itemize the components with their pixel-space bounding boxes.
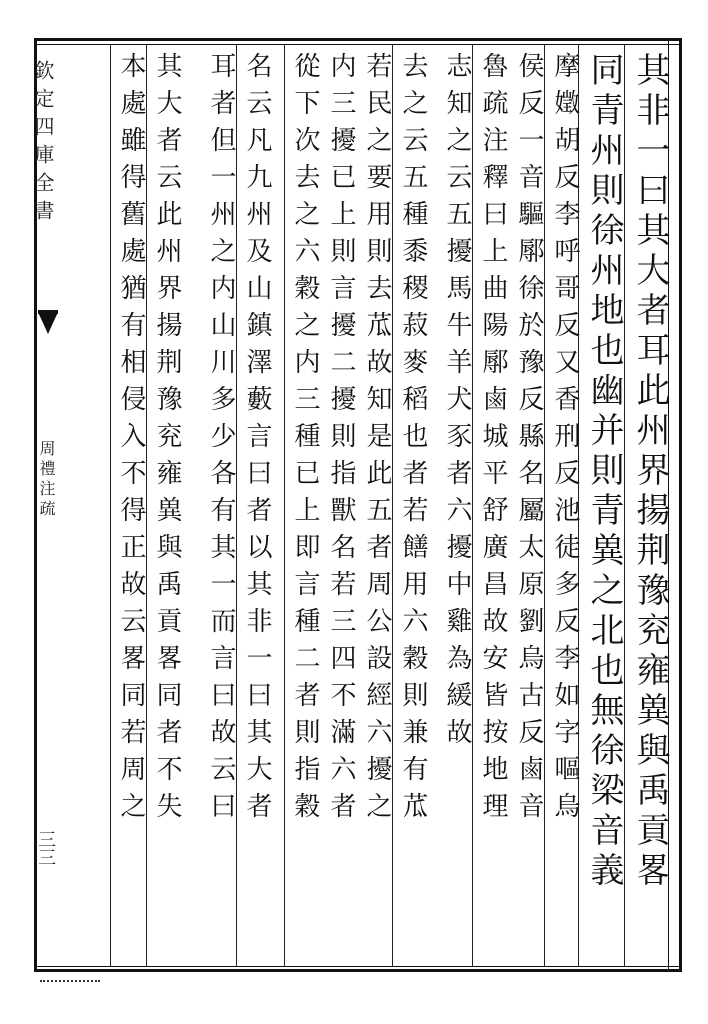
text-column-commentary: 耳者但一州之内山川多少各有其一而言曰故云曰 (206, 52, 236, 829)
text-column-main: 其非一曰其大者耳此州界揚荆豫兖雍兾與禹貢畧 (630, 52, 670, 892)
text-column-annotation: 侯反一音驅鄏徐於豫反縣名屬太原劉烏古反鹵音 (514, 52, 544, 829)
column-rule (544, 44, 545, 966)
text-column-commentary: 其大者云此州界揚荆豫兖雍兾與禹貢畧同者不失 (152, 52, 182, 829)
page-margin (31, 60, 58, 960)
bottom-mark (40, 980, 100, 990)
column-rule (284, 44, 285, 966)
margin-collection-title: 欽定四庫全書 (31, 60, 55, 228)
text-column-commentary: 若民之要用則去苽故知是此五者周公設經六擾之 (362, 52, 392, 829)
inner-bottom-rule (34, 966, 682, 967)
column-rule (236, 44, 237, 966)
text-column-commentary: 内三擾已上則言擾二擾則指獸名若三四不滿六者 (326, 52, 356, 829)
column-rule (472, 44, 473, 966)
text-column-annotation: 摩嬍胡反李呼哥反又香刑反池徒多反李如字嘔烏 (550, 52, 580, 829)
column-rule (624, 44, 625, 966)
margin-book-title: 周禮注疏 (37, 440, 56, 520)
text-column-commentary: 去之云五種黍稷菽麥稻也者若饍用六穀則兼有苽 (398, 52, 428, 829)
text-column-commentary: 名云凡九州及山鎮澤藪言曰者以其非一曰其大者 (242, 52, 272, 829)
column-rule (578, 44, 579, 966)
column-rule (392, 44, 393, 966)
text-column-main: 同青州則徐州地也幽并則青兾之北也無徐梁音義 (584, 52, 624, 892)
text-column-commentary: 本處雖得舊處猶有相侵入不得正故云畧同若周之 (116, 52, 146, 829)
text-column-commentary: 志知之云五擾馬牛羊犬豕者六擾中雞為緩故 (442, 52, 472, 755)
page-number: 三三 (35, 830, 56, 866)
inner-top-rule (34, 44, 682, 45)
text-column-commentary: 從下次去之六穀之内三種已上即言種二者則指穀 (290, 52, 320, 829)
text-column-commentary: 魯疏注釋曰上曲陽鄏鹵城平舒廣昌故安皆按地理 (478, 52, 508, 829)
column-rule (146, 44, 147, 966)
column-rule (110, 44, 111, 966)
fishtail-mark (38, 312, 58, 334)
